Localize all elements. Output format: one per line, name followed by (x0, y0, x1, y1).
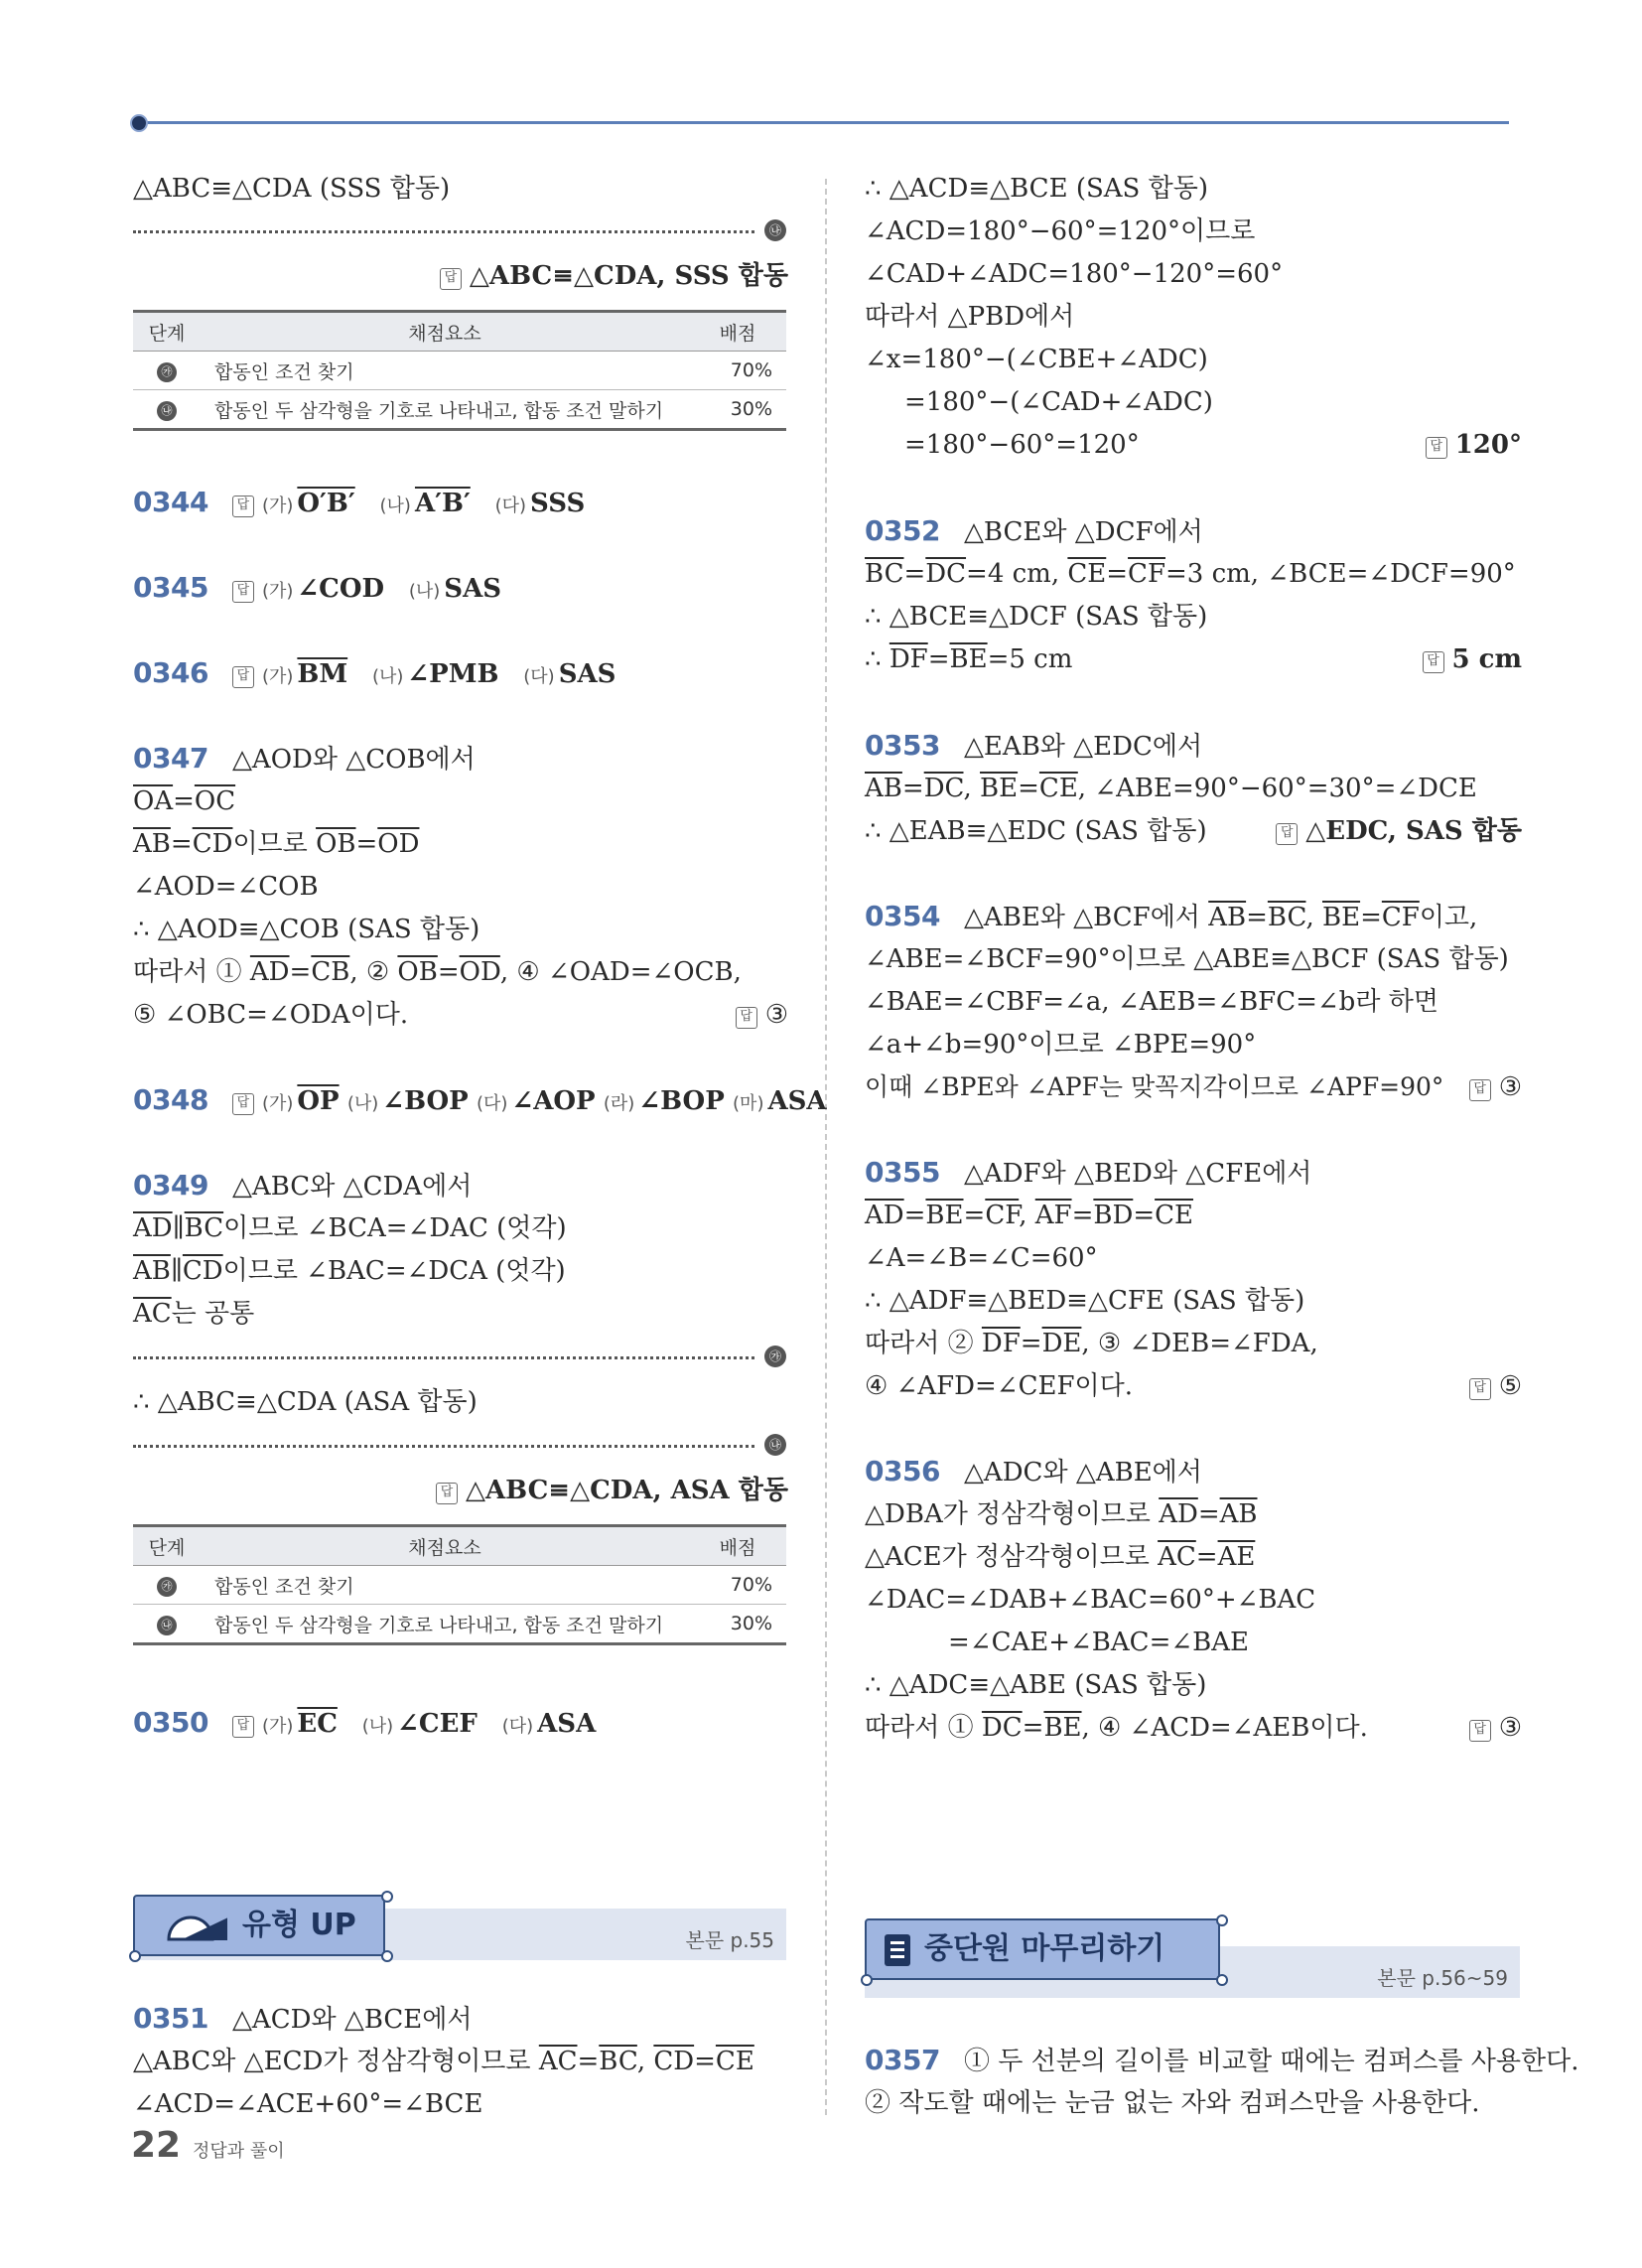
pin-icon (861, 1974, 873, 1986)
answer-text: SAS (444, 574, 502, 604)
pin-icon (129, 1950, 141, 1962)
problem-number: 0345 (133, 571, 208, 604)
table-row (133, 390, 786, 430)
problem-number: 0350 (133, 1706, 208, 1739)
answer-icon: 답 (1469, 1378, 1491, 1400)
text-line: ∠ABE=∠BCF=90°이므로 △ABE≡△BCF (SAS 합동) (865, 944, 1509, 974)
problem-number: 0352 (865, 514, 940, 547)
text-line: $\overline{AB}=\overline{CD}$이므로 $\overline{OB}=\overline{OD}$ (133, 829, 420, 859)
text-line: 이때 ∠BPE와 ∠APF는 맞꼭지각이므로 ∠APF=90° (865, 1072, 1444, 1101)
problem-number: 0357 (865, 2044, 940, 2076)
answer-icon: 답 (1426, 437, 1447, 459)
pin-icon (381, 1950, 393, 1962)
answer-icon: 답 (232, 666, 254, 688)
text-line: ∠A=∠B=∠C=60° (865, 1243, 1098, 1273)
blank-label: (가) (261, 666, 294, 687)
answer-text: △EDC, SAS 합동 (1305, 816, 1522, 846)
answer-line (1469, 1366, 1522, 1406)
answer-icon: 답 (232, 1716, 254, 1738)
table-row (133, 352, 786, 390)
text-line: ∠DAC=∠DAB+∠BAC=60°+∠BAC (865, 1585, 1316, 1615)
pin-icon (1216, 1914, 1228, 1926)
answer-icon: 답 (1276, 823, 1298, 845)
answer-line (1469, 1067, 1522, 1107)
text-line: 따라서 △PBD에서 (865, 302, 1075, 332)
text-line: ∴ △EAB≡△EDC (SAS 합동) (865, 816, 1207, 846)
blank-label: (다) (523, 666, 555, 687)
blank-label: (나) (379, 496, 411, 516)
answer-text: O′B′ (297, 489, 355, 518)
text-line: ∠CAD+∠ADC=180°−120°=60° (865, 259, 1284, 289)
problem-0354: 0354 △ABE와 △BCF에서 $\overline{AB}=\overline{BC}$, $\overline{BE}=\overline{CF}$이고, (865, 900, 1478, 932)
section-banner-type-up (133, 1895, 385, 1956)
header-rule (139, 121, 1509, 124)
table-cell: 70% (689, 352, 786, 390)
answer-text: ∠PMB (407, 659, 499, 689)
problem-number: 0346 (133, 656, 208, 689)
problem-0344 (133, 483, 585, 526)
problem-0347 (133, 739, 476, 780)
problem-number: 0355 (865, 1156, 940, 1189)
answer-icon: 답 (232, 1093, 254, 1115)
step-b-marker: ㉯ (764, 1434, 786, 1456)
problem-0350: 0350 답 (가) $\overline{EC}$ (나) ∠CEF (다) ASA (133, 1706, 597, 1739)
text-line: ∴ △ADC≡△ABE (SAS 합동) (865, 1670, 1207, 1700)
answer-icon: 답 (1469, 1079, 1491, 1101)
text-line: ∴ △ABC≡△CDA (ASA 합동) (133, 1387, 478, 1417)
text-line: ∴ △BCE≡△DCF (SAS 합동) (865, 602, 1208, 632)
blank-label: (나) (408, 581, 441, 602)
answer-text: ⑤ (1498, 1371, 1522, 1401)
answer-text: SAS (558, 659, 616, 689)
problem-0349 (133, 1166, 472, 1206)
text-line: ∠ACD=180°−60°=120°이므로 (865, 216, 1256, 246)
answer-line (1276, 811, 1522, 851)
text-line: △ABC와 △ECD가 정삼각형이므로 $\overline{AC}=\overline{BC}$, $\overline{CD}=\overline{CE}$ (133, 2047, 754, 2076)
problem-heading: △ADF와 △BED와 △CFE에서 (963, 1159, 1312, 1189)
scoring-table (133, 1524, 786, 1645)
table-header: 단계 (133, 1526, 201, 1566)
text-line: =180°−60°=120° (904, 430, 1140, 460)
problem-heading: △ACD와 △BCE에서 (231, 2005, 473, 2035)
problem-number: 0349 (133, 1169, 208, 1202)
problem-0346 (133, 653, 616, 697)
answer-text: ③ (764, 1000, 788, 1030)
problem-0352 (865, 511, 1203, 552)
blank-label: (나) (371, 666, 404, 687)
header-bullet (130, 114, 148, 132)
dotted-separator (133, 1356, 754, 1359)
answer-icon: 답 (232, 581, 254, 603)
problem-number: 0354 (865, 900, 940, 932)
problem-heading: △AOD와 △COB에서 (231, 745, 476, 775)
table-header: 배점 (689, 312, 786, 352)
answer-line (440, 256, 788, 296)
page-reference: 본문 p.56~59 (1377, 1966, 1508, 1990)
answer-line (736, 995, 788, 1035)
text-line: △ACE가 정삼각형이므로 $\overline{AC}=\overline{AE}$ (865, 1542, 1256, 1572)
answer-icon: 답 (440, 268, 462, 290)
text-line: $\overline{AB}=\overline{DC}$, $\overline{BE}=\overline{CE}$, ∠ABE=90°−60°=30°=∠DCE (865, 774, 1477, 803)
answer-text: △ABC≡△CDA, ASA 합동 (465, 1476, 788, 1505)
text-line: 따라서 ① $\overline{AD}=\overline{CB}$, ② $\overline{OB}=\overline{OD}$, ④ ∠OAD=∠OCB, (133, 957, 742, 987)
answer-icon: 답 (1423, 651, 1444, 673)
footer-label: 정답과 풀이 (193, 2141, 285, 2162)
table-cell: 합동인 조건 찾기 (201, 1566, 689, 1605)
problem-0351 (133, 1999, 473, 2040)
text-line: 따라서 ① $\overline{DC}=\overline{BE}$, ④ ∠ACD=∠AEB이다. (865, 1713, 1368, 1743)
text-line: =180°−(∠CAD+∠ADC) (904, 387, 1213, 417)
text-line: ④ ∠AFD=∠CEF이다. (865, 1371, 1134, 1401)
answer-line (436, 1471, 788, 1510)
problem-0356 (865, 1452, 1202, 1492)
text-line: $\overline{AD}=\overline{BE}=\overline{CF}$, $\overline{AF}=\overline{BD}=\overline{CE}$ (865, 1201, 1193, 1230)
pin-icon (1216, 1974, 1228, 1986)
blank-label: (가) (261, 496, 294, 516)
table-row (133, 1605, 786, 1644)
problem-number: 0347 (133, 742, 208, 775)
problem-number: 0348 (133, 1083, 208, 1116)
problem-heading: △ADC와 △ABE에서 (963, 1458, 1202, 1488)
table-header: 배점 (689, 1526, 786, 1566)
answer-text: ∠COD (297, 574, 385, 604)
answer-text: ③ (1498, 1072, 1522, 1102)
table-header: 채점요소 (201, 1526, 689, 1566)
text-line: ∠BAE=∠CBF=∠a, ∠AEB=∠BFC=∠b라 하면 (865, 987, 1438, 1017)
answer-icon: 답 (232, 496, 254, 517)
problem-number: 0344 (133, 486, 208, 518)
problem-text: ① 두 선분의 길이를 비교할 때에는 컴퍼스를 사용한다. (963, 2047, 1579, 2076)
problem-0345 (133, 568, 501, 612)
table-cell: 70% (689, 1566, 786, 1605)
answer-line (1426, 425, 1522, 465)
text-line: ∴ △AOD≡△COB (SAS 합동) (133, 915, 480, 944)
step-icon: ㉮ (157, 1577, 177, 1597)
answer-text: △ABC≡△CDA, SSS 합동 (469, 261, 788, 291)
table-row (133, 1566, 786, 1605)
answer-line (1469, 1708, 1522, 1748)
step-b-marker: ㉯ (764, 219, 786, 241)
blank-label: (다) (494, 496, 527, 516)
answer-icon: 답 (736, 1007, 757, 1029)
problem-number: 0351 (133, 2002, 208, 2035)
answer-text: 5 cm (1451, 644, 1522, 674)
problem-heading: △EAB와 △EDC에서 (963, 732, 1203, 762)
text-line: ∴ △ACD≡△BCE (SAS 합동) (865, 174, 1209, 204)
text-line: =∠CAE+∠BAC=∠BAE (948, 1628, 1249, 1657)
text-line: $\overline{BC}=\overline{DC}=4$ cm, $\overline{CE}=\overline{CF}=3$ cm, ∠BCE=∠DCF=90° (865, 559, 1516, 589)
table-cell: 30% (689, 390, 786, 430)
section-title: 유형 UP (242, 1908, 356, 1942)
page-number: 22 (131, 2125, 182, 2166)
text-line: $\overline{OA}=\overline{OC}$ (133, 786, 236, 816)
problem-0357 (865, 2041, 1579, 2081)
notebook-icon (883, 1932, 912, 1968)
section-title: 중단원 마무리하기 (924, 1931, 1165, 1966)
text-line: ∠x=180°−(∠CBE+∠ADC) (865, 345, 1208, 374)
text-line: △ABC≡△CDA (SSS 합동) (133, 174, 451, 204)
dotted-separator (133, 230, 754, 233)
table-cell: 합동인 두 삼각형을 기호로 나타내고, 합동 조건 말하기 (201, 1605, 689, 1644)
answer-line (1423, 639, 1522, 679)
text-line: ∠ACD=∠ACE+60°=∠BCE (133, 2089, 483, 2119)
table-cell: 30% (689, 1605, 786, 1644)
step-icon: ㉯ (157, 401, 177, 421)
answer-text: ③ (1498, 1713, 1522, 1743)
answer-icon: 답 (1469, 1720, 1491, 1742)
answer-text: $\overline{BM}$ (297, 659, 348, 689)
problem-0355 (865, 1153, 1311, 1194)
table-cell: 합동인 조건 찾기 (201, 352, 689, 390)
column-divider (825, 179, 827, 2115)
ruler-protractor-icon (165, 1910, 230, 1943)
answer-text: SSS (530, 489, 586, 518)
scoring-table (133, 310, 786, 431)
answer-text: 120° (1454, 430, 1522, 460)
text-line: $\overline{AC}$는 공통 (133, 1299, 255, 1329)
dotted-separator (133, 1445, 754, 1448)
text-line: ∠AOD=∠COB (133, 872, 319, 902)
problem-number: 0356 (865, 1455, 940, 1488)
text-line: ∴ △ADF≡△BED≡△CFE (SAS 합동) (865, 1286, 1305, 1316)
problem-0353 (865, 726, 1202, 767)
step-icon: ㉯ (157, 1616, 177, 1635)
table-cell: 합동인 두 삼각형을 기호로 나타내고, 합동 조건 말하기 (201, 390, 689, 430)
problem-heading: △ABC와 △CDA에서 (231, 1172, 473, 1202)
text-line: $\overline{AD}\parallel\overline{BC}$이므로 ∠BCA=∠DAC (엇각) (133, 1213, 567, 1243)
answer-text: A′B′ (414, 489, 471, 518)
problem-0348: 0348 답 (가) $\overline{OP}$ (나) ∠BOP (다) ∠AOP (라) ∠BOP (마) ASA (133, 1083, 827, 1116)
text-line: 따라서 ② $\overline{DF}=\overline{DE}$, ③ ∠DEB=∠FDA, (865, 1329, 1318, 1358)
table-header: 단계 (133, 312, 201, 352)
pin-icon (381, 1891, 393, 1903)
answer-icon: 답 (436, 1483, 458, 1504)
problem-heading: △BCE와 △DCF에서 (963, 517, 1203, 547)
blank-label: (가) (261, 581, 294, 602)
step-a-marker: ㉮ (764, 1346, 786, 1367)
page-reference: 본문 p.55 (685, 1928, 774, 1952)
table-header: 채점요소 (201, 312, 689, 352)
text-line: ⑤ ∠OBC=∠ODA이다. (133, 1000, 409, 1030)
text-line: ∴ $\overline{DF}=\overline{BE}=5$ cm (865, 644, 1073, 674)
text-line: △DBA가 정삼각형이므로 $\overline{AD}=\overline{AB}$ (865, 1499, 1258, 1529)
step-icon: ㉮ (157, 362, 177, 382)
text-line: ② 작도할 때에는 눈금 없는 자와 컴퍼스만을 사용한다. (865, 2088, 1480, 2118)
problem-number: 0353 (865, 729, 940, 762)
section-banner-unit-review (865, 1918, 1220, 1980)
text-line: $\overline{AB}\parallel\overline{CD}$이므로 ∠BAC=∠DCA (엇각) (133, 1256, 566, 1286)
text-line: ∠a+∠b=90°이므로 ∠BPE=90° (865, 1030, 1257, 1060)
